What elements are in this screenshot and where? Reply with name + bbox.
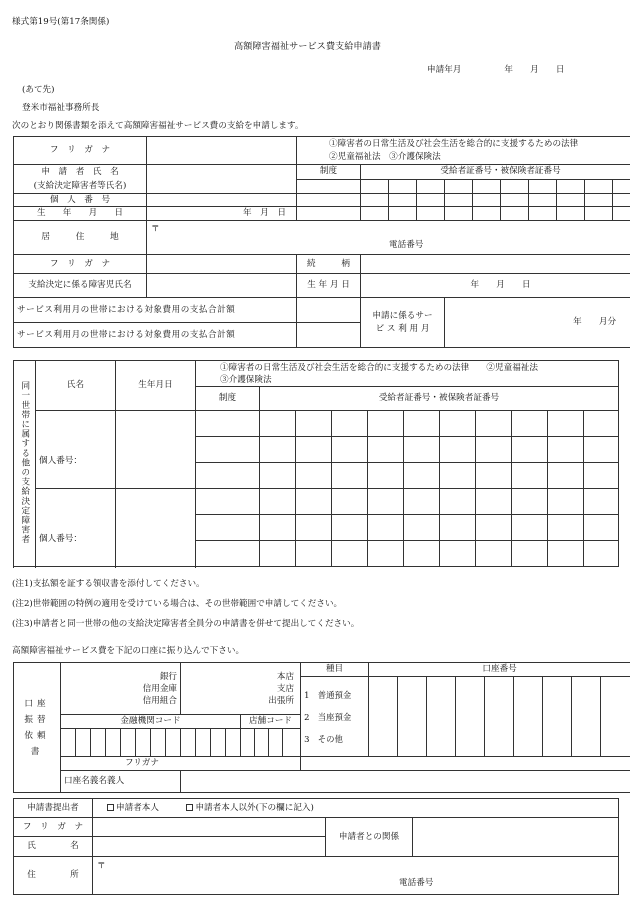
child-furigana-label: フ リ ガ ナ (14, 255, 147, 274)
household-member-2-name[interactable] (36, 489, 116, 567)
kind-option-1: 1 普通預金 (304, 689, 352, 700)
insured-no-label: 受給者証番号・被保険者証番号 (361, 165, 630, 180)
phone-label: 電話番号 (389, 240, 424, 250)
submitter-address-label: 住 所 (14, 857, 93, 895)
relation-input[interactable] (361, 255, 630, 274)
birth-label: 生 年 月 日 (14, 207, 147, 221)
submitter-postal-mark: 〒 (97, 861, 106, 871)
holder-furigana-input[interactable] (301, 757, 630, 771)
total-label-1: サービス利用月の世帯における対象費用の支払合計額 (14, 298, 297, 323)
branch-type-3: 出張所 (268, 695, 295, 706)
submitter-furigana-input[interactable] (93, 818, 326, 837)
furigana-input[interactable] (147, 137, 297, 165)
account-no-header: 口座番号 (369, 663, 630, 677)
household-law-1: ①障害者の日常生活及び社会生活を総合的に支援するための法律 ②児童福祉法 (220, 362, 538, 373)
address-label: 居 住 地 (14, 221, 147, 255)
note-3: (注3)申請者と同一世帯の他の支給決定障害者全員分の申請書を併せて提出してください。 (12, 619, 360, 629)
household-name-header: 氏名 (36, 361, 116, 411)
birth-input[interactable]: 年 月 日 (147, 207, 297, 221)
kind-options[interactable] (301, 677, 369, 757)
kind-option-3: 3 その他 (304, 733, 343, 744)
total-input-2[interactable] (297, 323, 361, 348)
child-birth-label: 生 年 月 日 (297, 274, 361, 298)
service-month-input[interactable]: 年 月分 (445, 298, 630, 348)
system-label: 制度 (297, 165, 361, 180)
submitter-name-input[interactable] (93, 837, 326, 857)
service-month-label: 申請に係るサー (372, 310, 433, 321)
checkbox-self[interactable] (107, 804, 114, 811)
bank-code-label: 金融機関コード (61, 715, 241, 729)
applicant-name-input[interactable] (147, 165, 297, 194)
submitter-address-input[interactable] (93, 857, 619, 895)
total-label-2: サービス利用月の世帯における対象費用の支払合計額 (14, 323, 297, 348)
submitter-table (13, 798, 619, 895)
child-name-input[interactable] (147, 274, 297, 298)
bank-intro: 高額障害福祉サービス費を下記の口座に振り込んで下さい。 (12, 646, 245, 656)
applicant-name-sublabel: (支給決定障害者等氏名) (33, 181, 127, 191)
household-table (13, 360, 619, 567)
note-1: (注1)支払額を証する領収書を添付してください。 (12, 579, 205, 589)
applicant-name-label: 申 請 者 氏 名 (41, 167, 119, 177)
note-2: (注2)世帯範囲の特例の適用を受けている場合は、その世帯範囲で申請してください。 (12, 599, 343, 609)
furigana-label: フ リ ガ ナ (14, 137, 147, 165)
intro-text: 次のとおり関係書類を添えて高額障害福祉サービス費の支給を申請します。 (12, 121, 304, 131)
holder-input[interactable] (181, 771, 630, 793)
checkbox-other[interactable] (186, 804, 193, 811)
bank-type-1: 銀行 (159, 671, 178, 682)
submitter-relation-input[interactable] (413, 818, 619, 857)
submitter-name-label: 氏 名 (14, 837, 93, 857)
household-personal-no-1: 個人番号： (39, 456, 82, 467)
household-member-2-birth[interactable] (116, 489, 196, 567)
child-name-label: 支給決定に係る障害児氏名 (14, 274, 147, 298)
submitter-label: 申請書提出者 (14, 799, 93, 818)
household-personal-no-2: 個人番号： (39, 534, 82, 545)
holder-label: 口座名義名義人 (61, 771, 181, 793)
branch-type-1: 本店 (276, 671, 295, 682)
bank-type-3: 信用組合 (142, 695, 178, 706)
system-input[interactable] (297, 179, 361, 194)
postal-mark: 〒 (151, 224, 160, 234)
holder-furigana-label: フリガナ (61, 757, 301, 771)
bank-side-label: 口座振替依頼書 (14, 663, 61, 793)
law-option-1: ①障害者の日常生活及び社会生活を総合的に支援するための法律 (329, 138, 579, 149)
submitter-relation-label: 申請者との関係 (326, 818, 413, 857)
personal-no-label: 個 人 番 号 (14, 194, 147, 207)
branch-code-label: 店舗コード (241, 715, 301, 729)
household-member-1-birth[interactable] (116, 411, 196, 489)
personal-no-input[interactable] (147, 194, 297, 207)
law-option-2: ②児童福祉法 ③介護保険法 (329, 151, 441, 162)
branch-type-2: 支店 (276, 683, 295, 694)
form-title: 高額障害福祉サービス費支給申請書 (234, 41, 381, 52)
household-insured-header: 受給者証番号・被保険者証番号 (260, 387, 619, 411)
branch-name-input[interactable] (181, 663, 301, 715)
relation-label: 続 柄 (297, 255, 361, 274)
submitter-phone-label: 電話番号 (399, 878, 434, 888)
office-name: 登米市福祉事務所長 (22, 103, 100, 113)
household-system-header: 制度 (196, 387, 260, 411)
household-birth-header: 生年月日 (116, 361, 196, 411)
submitter-furigana-label: フ リ ガ ナ (14, 818, 93, 837)
bank-name-input[interactable] (61, 663, 181, 715)
applicant-table: フ リ ガ ナ ①障害者の日常生活及び社会生活を総合的に支援するための法律 ②児童福祉法 ③介護保険法 申 請 者 氏 名 (支給決定障害者等氏名) 制度 受給者証番号・被保険者証番号 個 人 番 号 生 年 月 日 年 月 日 居 住 地 〒 電話番号 フ リ ガ ナ 続 柄 支給決定に係る障害児氏名 生 年 月 日 年 月 日 サービス利用月の世帯における対象費用の支払合計額 申請に係るサー ビ ス 利 用 月 年 月分 サービス利用月の世帯における対象費用の支払合計額 (13, 136, 630, 348)
child-birth-input[interactable]: 年 月 日 (361, 274, 630, 298)
form-number: 様式第19号(第17条関係) (12, 17, 110, 27)
child-furigana-input[interactable] (147, 255, 297, 274)
apply-date[interactable]: 申請年月 年 月 日 (427, 65, 565, 75)
option-self: 申請者本人 (116, 802, 159, 813)
bank-type-2: 信用金庫 (142, 683, 178, 694)
household-member-1-name[interactable] (36, 411, 116, 489)
addressee: (あて先) (22, 85, 55, 95)
address-input[interactable] (147, 221, 630, 255)
option-other: 申請者本人以外(下の欄に記入) (195, 802, 314, 813)
total-input-1[interactable] (297, 298, 361, 323)
kind-option-2: 2 当座預金 (304, 711, 352, 722)
bank-table (13, 662, 630, 793)
household-side-label: 同一世帯に属する他の支給決定障害者 (19, 380, 30, 544)
kind-header: 種目 (301, 663, 369, 677)
household-law-2: ③介護保険法 (220, 374, 272, 385)
